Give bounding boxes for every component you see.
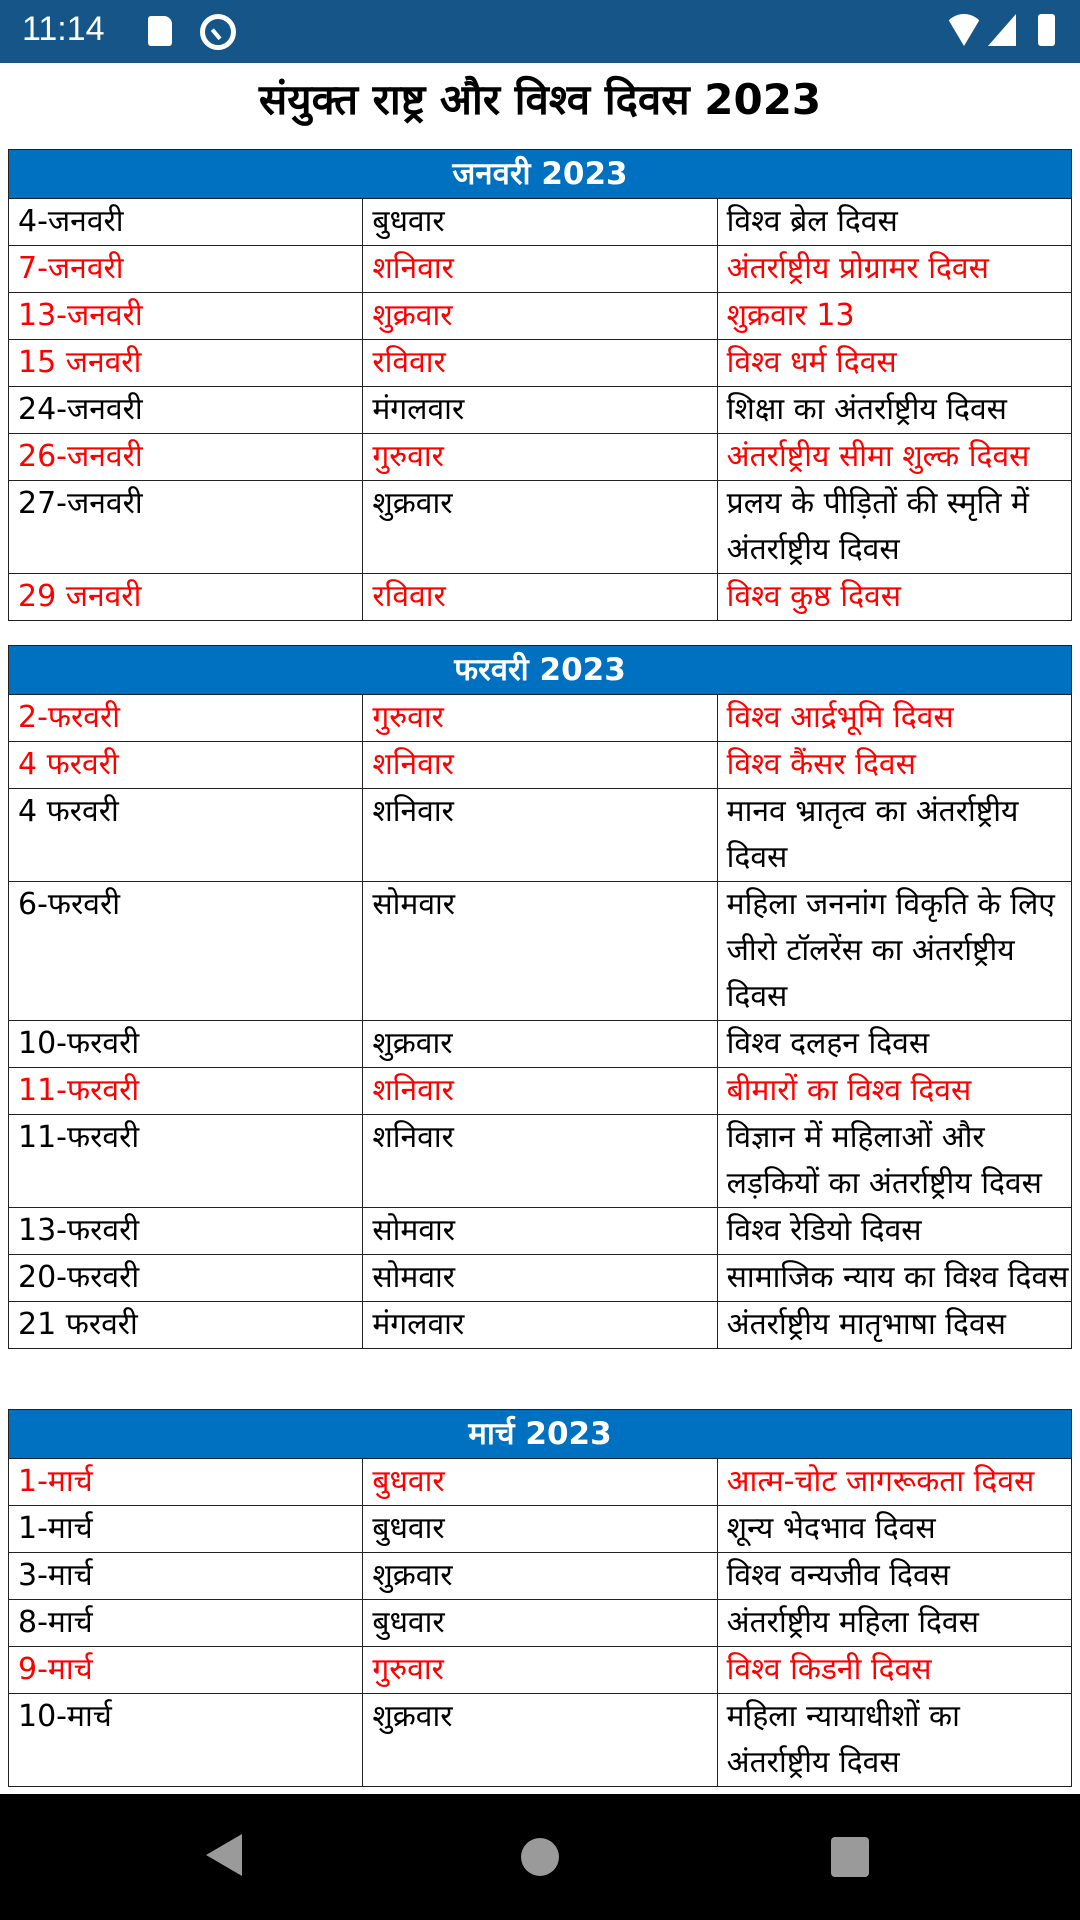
day-cell: शनिवार <box>363 1068 717 1115</box>
event-cell: मानव भ्रातृत्व का अंतर्राष्ट्रीय दिवस <box>717 789 1071 882</box>
date-cell: 9-मार्च <box>9 1647 363 1694</box>
date-cell: 27-जनवरी <box>9 481 363 574</box>
table-row <box>9 1115 1072 1208</box>
event-cell: महिला न्यायाधीशों का अंतर्राष्ट्रीय दिवस <box>717 1694 1071 1787</box>
status-bar <box>0 0 1080 63</box>
page-title: संयुक्त राष्ट्र और विश्व दिवस 2023 <box>258 75 822 124</box>
table-gap <box>0 621 1080 645</box>
day-cell: शनिवार <box>363 1115 717 1208</box>
date-cell: 15 जनवरी <box>9 340 363 387</box>
month-table <box>8 1409 1072 1787</box>
day-cell: मंगलवार <box>363 387 717 434</box>
table-row <box>9 1600 1072 1647</box>
day-cell: सोमवार <box>363 1255 717 1302</box>
day-cell: गुरुवार <box>363 695 717 742</box>
home-icon[interactable] <box>521 1838 559 1876</box>
date-cell: 1-मार्च <box>9 1459 363 1506</box>
date-cell: 26-जनवरी <box>9 434 363 481</box>
month-header-row <box>9 150 1072 199</box>
event-cell: विश्व रेडियो दिवस <box>717 1208 1071 1255</box>
date-cell: 24-जनवरी <box>9 387 363 434</box>
date-cell: 13-जनवरी <box>9 293 363 340</box>
table-row <box>9 199 1072 246</box>
event-cell: विश्व दलहन दिवस <box>717 1021 1071 1068</box>
navigation-bar <box>0 1794 1080 1920</box>
day-cell: शनिवार <box>363 742 717 789</box>
table-row <box>9 1459 1072 1506</box>
table-row <box>9 742 1072 789</box>
table-gap <box>0 1349 1080 1409</box>
month-table <box>8 149 1072 621</box>
sync-icon <box>200 14 236 50</box>
table-row <box>9 574 1072 621</box>
date-cell: 3-मार्च <box>9 1553 363 1600</box>
day-cell: शनिवार <box>363 246 717 293</box>
date-cell: 29 जनवरी <box>9 574 363 621</box>
event-cell: आत्म-चोट जागरूकता दिवस <box>717 1459 1071 1506</box>
date-cell: 2-फरवरी <box>9 695 363 742</box>
signal-icon <box>988 14 1016 46</box>
month-table <box>8 645 1072 1349</box>
event-cell: प्रलय के पीड़ितों की स्मृति में अंतर्राष्ट्रीय दिवस <box>717 481 1071 574</box>
day-cell: बुधवार <box>363 199 717 246</box>
date-cell: 8-मार्च <box>9 1600 363 1647</box>
month-header-row <box>9 1410 1072 1459</box>
date-cell: 4 फरवरी <box>9 789 363 882</box>
table-row <box>9 1553 1072 1600</box>
day-cell: रविवार <box>363 574 717 621</box>
day-cell: सोमवार <box>363 1208 717 1255</box>
date-cell: 21 फरवरी <box>9 1302 363 1349</box>
back-icon[interactable] <box>206 1834 242 1876</box>
table-row <box>9 1694 1072 1787</box>
day-cell: बुधवार <box>363 1600 717 1647</box>
event-cell: विश्व वन्यजीव दिवस <box>717 1553 1071 1600</box>
date-cell: 4-जनवरी <box>9 199 363 246</box>
status-time: 11:14 <box>22 10 105 48</box>
table-row <box>9 434 1072 481</box>
event-cell: विश्व कुष्ठ दिवस <box>717 574 1071 621</box>
date-cell: 7-जनवरी <box>9 246 363 293</box>
day-cell: बुधवार <box>363 1459 717 1506</box>
day-cell: बुधवार <box>363 1506 717 1553</box>
event-cell: विश्व ब्रेल दिवस <box>717 199 1071 246</box>
table-row <box>9 1208 1072 1255</box>
event-cell: अंतर्राष्ट्रीय सीमा शुल्क दिवस <box>717 434 1071 481</box>
event-cell: अंतर्राष्ट्रीय महिला दिवस <box>717 1600 1071 1647</box>
event-cell: शिक्षा का अंतर्राष्ट्रीय दिवस <box>717 387 1071 434</box>
event-cell: शुक्रवार 13 <box>717 293 1071 340</box>
table-row <box>9 293 1072 340</box>
day-cell: शुक्रवार <box>363 1021 717 1068</box>
recents-icon[interactable] <box>831 1837 869 1877</box>
event-cell: शून्य भेदभाव दिवस <box>717 1506 1071 1553</box>
table-row <box>9 882 1072 1021</box>
event-cell: विज्ञान में महिलाओं और लड़कियों का अंतर्राष्ट्रीय दिवस <box>717 1115 1071 1208</box>
day-cell: रविवार <box>363 340 717 387</box>
month-header: फरवरी 2023 <box>9 646 1072 695</box>
wifi-icon <box>945 14 983 46</box>
date-cell: 10-फरवरी <box>9 1021 363 1068</box>
day-cell: गुरुवार <box>363 1647 717 1694</box>
event-cell: विश्व धर्म दिवस <box>717 340 1071 387</box>
event-cell: अंतर्राष्ट्रीय मातृभाषा दिवस <box>717 1302 1071 1349</box>
day-cell: शुक्रवार <box>363 293 717 340</box>
date-cell: 20-फरवरी <box>9 1255 363 1302</box>
table-row <box>9 1021 1072 1068</box>
day-cell: शुक्रवार <box>363 1694 717 1787</box>
event-cell: महिला जननांग विकृति के लिए जीरो टॉलरेंस का अंतर्राष्ट्रीय दिवस <box>717 882 1071 1021</box>
sd-card-icon <box>148 16 172 46</box>
event-cell: विश्व कैंसर दिवस <box>717 742 1071 789</box>
date-cell: 10-मार्च <box>9 1694 363 1787</box>
table-row <box>9 1302 1072 1349</box>
date-cell: 6-फरवरी <box>9 882 363 1021</box>
table-row <box>9 1255 1072 1302</box>
month-header-row <box>9 646 1072 695</box>
table-row <box>9 1506 1072 1553</box>
table-row <box>9 1068 1072 1115</box>
table-row <box>9 1647 1072 1694</box>
table-row <box>9 246 1072 293</box>
event-cell: सामाजिक न्याय का विश्व दिवस <box>717 1255 1071 1302</box>
table-row <box>9 387 1072 434</box>
table-row <box>9 481 1072 574</box>
month-tables <box>0 149 1080 1787</box>
date-cell: 1-मार्च <box>9 1506 363 1553</box>
event-cell: विश्व आर्द्रभूमि दिवस <box>717 695 1071 742</box>
month-header: जनवरी 2023 <box>9 150 1072 199</box>
date-cell: 11-फरवरी <box>9 1115 363 1208</box>
table-row <box>9 695 1072 742</box>
date-cell: 11-फरवरी <box>9 1068 363 1115</box>
day-cell: शुक्रवार <box>363 1553 717 1600</box>
date-cell: 4 फरवरी <box>9 742 363 789</box>
battery-icon <box>1038 14 1055 46</box>
day-cell: गुरुवार <box>363 434 717 481</box>
table-row <box>9 340 1072 387</box>
day-cell: शनिवार <box>363 789 717 882</box>
event-cell: बीमारों का विश्व दिवस <box>717 1068 1071 1115</box>
event-cell: अंतर्राष्ट्रीय प्रोग्रामर दिवस <box>717 246 1071 293</box>
month-header: मार्च 2023 <box>9 1410 1072 1459</box>
day-cell: मंगलवार <box>363 1302 717 1349</box>
day-cell: सोमवार <box>363 882 717 1021</box>
table-row <box>9 789 1072 882</box>
date-cell: 13-फरवरी <box>9 1208 363 1255</box>
event-cell: विश्व किडनी दिवस <box>717 1647 1071 1694</box>
day-cell: शुक्रवार <box>363 481 717 574</box>
